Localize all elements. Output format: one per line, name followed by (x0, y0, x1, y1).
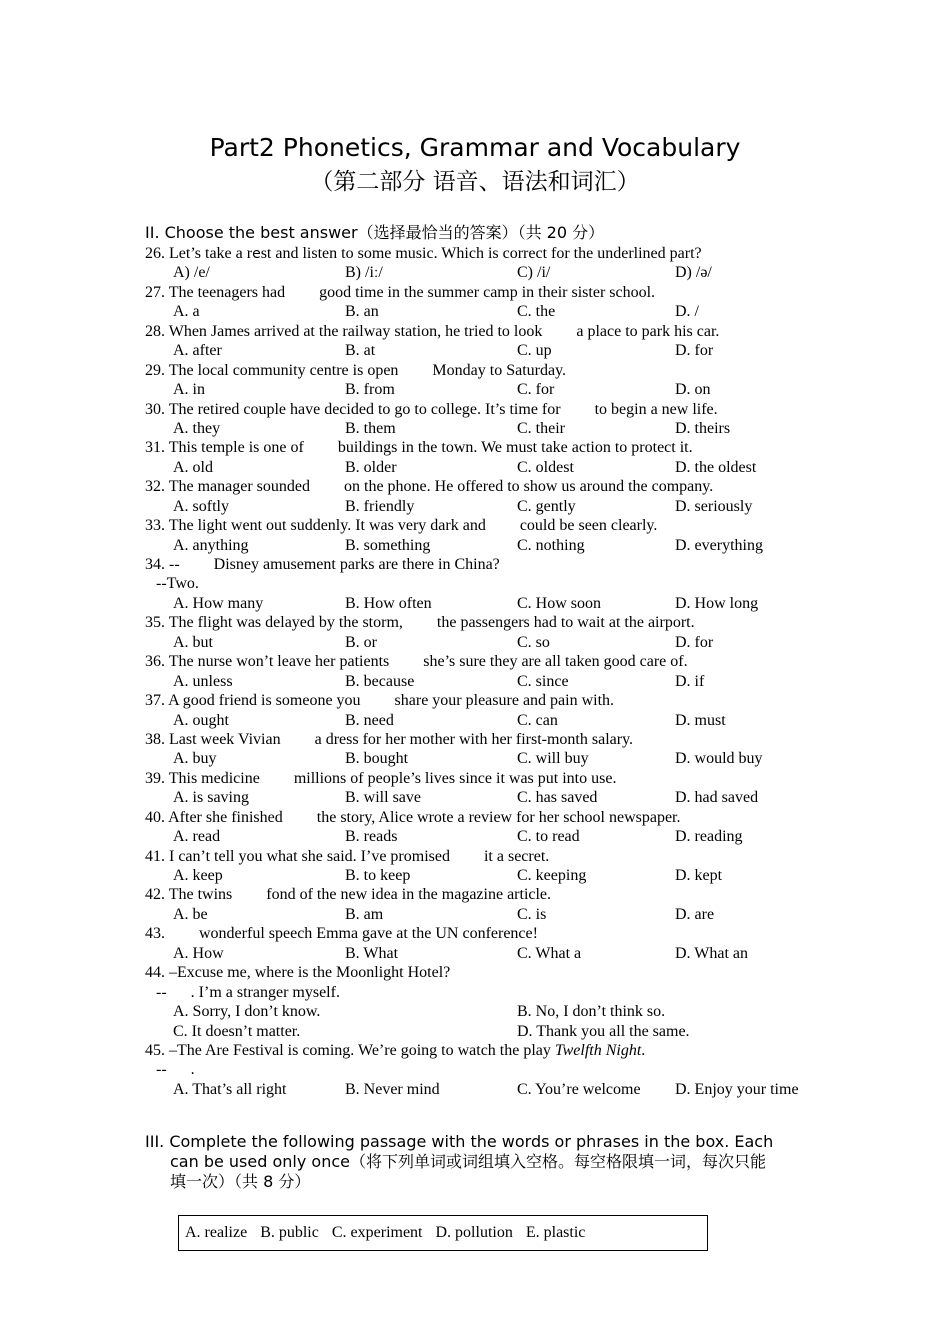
option-d[interactable]: D. Thank you all the same. (517, 1022, 690, 1040)
option-d[interactable]: D. are (675, 905, 715, 923)
question-stem: 40. After she finished the story, Alice wrote a review for her school newspaper. (145, 808, 681, 826)
section-2-heading: II. Choose the best answer（选择最恰当的答案）（共 20 分） (145, 223, 605, 242)
option-c[interactable]: C. gently (517, 497, 576, 515)
option-c[interactable]: C. so (517, 633, 550, 651)
option-c[interactable]: C. is (517, 905, 547, 923)
question-stem: 45. –The Are Festival is coming. We’re going to watch the play Twelfth Night. (145, 1041, 646, 1059)
question-stem: 36. The nurse won’t leave her patients she’s sure they are all taken good care of. (145, 653, 688, 671)
part-title-english: Part2 Phonetics, Grammar and Vocabulary (209, 133, 741, 162)
option-d[interactable]: D. theirs (675, 419, 731, 437)
option-a[interactable]: A. That’s all right (173, 1080, 287, 1098)
question-options (145, 458, 825, 477)
question-options (145, 536, 825, 555)
question-options (145, 419, 825, 438)
option-a[interactable]: A. read (173, 828, 221, 846)
question-options (145, 944, 825, 963)
option-c[interactable]: C. oldest (517, 458, 574, 476)
option-b[interactable]: B. friendly (345, 497, 415, 515)
question-stem: 39. This medicine millions of people’s lives since it was put into use. (145, 769, 617, 787)
option-b[interactable]: B. from (345, 381, 395, 399)
option-a[interactable]: A. keep (173, 867, 223, 884)
option-b[interactable]: B. at (345, 342, 376, 360)
option-b[interactable]: B. am (345, 905, 384, 923)
option-a[interactable]: A. in (173, 381, 205, 399)
question-stem: 27. The teenagers had good time in the summer camp in their sister school. (145, 283, 656, 301)
question-options (145, 866, 825, 885)
question-stem: 28. When James arrived at the railway station, he tried to look a place to park his car. (145, 322, 720, 340)
option-c[interactable]: C. You’re welcome (517, 1080, 641, 1098)
section-3-heading: III. Complete the following passage with the words or phrases in the box. Each can be used only once（将下列单词或词组填入空格。每空格限填一词，每次只能 填一次）（共 8 分） (145, 1132, 774, 1191)
play-title: Twelfth Night (554, 1041, 642, 1059)
question-options (145, 1002, 825, 1021)
option-d[interactable]: D. seriously (675, 497, 753, 515)
option-b[interactable]: B) /iː/ (345, 264, 383, 282)
option-b[interactable]: B. or (345, 633, 377, 651)
question-options (145, 594, 825, 613)
question-list (145, 244, 825, 1099)
question-stem: 35. The flight was delayed by the storm, the passengers had to wait at the airport. (145, 614, 695, 632)
option-a[interactable]: A. old (173, 458, 213, 476)
option-c[interactable]: C. since (517, 672, 569, 690)
option-b[interactable]: B. bought (345, 750, 409, 768)
question-options (145, 827, 825, 846)
question-stem: 33. The light went out suddenly. It was very dark and could be seen clearly. (145, 517, 658, 535)
option-b[interactable]: B. How often (345, 594, 432, 612)
option-c[interactable]: C. to read (517, 828, 580, 846)
question-stem: 44. –Excuse me, where is the Moonlight Hotel? (145, 964, 451, 982)
option-b[interactable]: B. them (345, 419, 396, 437)
question-options (145, 1080, 825, 1099)
option-a[interactable]: A. anything (173, 536, 249, 554)
option-d[interactable]: D. for (675, 342, 714, 360)
word-box (178, 1215, 708, 1251)
question-stem: 42. The twins fond of the new idea in the magazine article. (145, 886, 552, 904)
option-c[interactable]: C. What a (517, 944, 582, 962)
option-d[interactable]: D. had saved (675, 789, 759, 807)
option-a[interactable]: A. a (173, 303, 200, 321)
question-stem: 41. I can’t tell you what she said. I’ve promised it a secret. (145, 847, 550, 865)
option-d[interactable]: D. on (675, 381, 711, 399)
option-c[interactable]: C. It doesn’t matter. (173, 1022, 301, 1040)
option-d[interactable]: D. What an (675, 944, 749, 962)
option-d[interactable]: D. Enjoy your time (675, 1080, 799, 1098)
question-stem: 31. This temple is one of buildings in the town. We must take action to protect it. (145, 439, 693, 457)
question-stem: 38. Last week Vivian a dress for her mother with her first-month salary. (145, 730, 634, 748)
question-options (145, 341, 825, 360)
option-c[interactable]: C. up (517, 342, 552, 360)
question-stem: 34. -- Disney amusement parks are there in China? (145, 556, 500, 573)
option-a[interactable]: A. after (173, 342, 222, 360)
option-c[interactable]: C. can (517, 711, 558, 729)
option-a[interactable]: A. How (173, 944, 224, 962)
option-b[interactable]: B. will save (345, 789, 421, 807)
option-b[interactable]: B. to keep (345, 867, 411, 884)
option-c[interactable]: C) /i/ (517, 264, 551, 282)
question-stem: 29. The local community centre is open Monday to Saturday. (145, 361, 567, 379)
option-d[interactable]: D. / (675, 303, 699, 321)
option-a[interactable]: A. Sorry, I don’t know. (173, 1003, 321, 1021)
option-c[interactable]: C. for (517, 381, 555, 399)
question-stem: 30. The retired couple have decided to go to college. It’s time for to begin a new life. (145, 400, 718, 418)
question-options (145, 788, 825, 807)
question-options (145, 1022, 825, 1041)
option-a[interactable]: A. buy (173, 750, 217, 768)
option-d[interactable]: D. for (675, 633, 714, 651)
question-options (145, 905, 825, 924)
word-option: A. realize (185, 1224, 248, 1241)
option-d[interactable]: D. must (675, 711, 726, 729)
option-c[interactable]: C. nothing (517, 536, 585, 554)
option-a[interactable]: A. is saving (173, 789, 249, 807)
question-options (145, 302, 825, 321)
question-options (145, 633, 825, 652)
question-stem: 26. Let’s take a rest and listen to some music. Which is correct for the underlined part? (145, 245, 702, 262)
option-d[interactable]: D. everything (675, 536, 763, 554)
question-options (145, 497, 825, 516)
dialogue-reply: -- . (156, 1061, 195, 1079)
option-b[interactable]: B. older (345, 458, 397, 476)
option-c[interactable]: C. How soon (517, 594, 602, 612)
dialogue-reply: --Two. (156, 575, 199, 593)
option-d[interactable]: D. reading (675, 828, 743, 846)
option-c[interactable]: C. will buy (517, 750, 589, 768)
word-option: D. pollution (435, 1224, 513, 1241)
option-d[interactable]: D. would buy (675, 750, 763, 768)
option-c[interactable]: C. has saved (517, 789, 598, 807)
question-options (145, 263, 825, 282)
option-b[interactable]: B. What (345, 944, 399, 962)
option-a[interactable]: A. softly (173, 497, 229, 515)
option-a[interactable]: A. be (173, 905, 208, 923)
word-option: B. public (260, 1224, 319, 1241)
option-a[interactable]: A. ought (173, 711, 229, 729)
option-a[interactable]: A. unless (173, 672, 233, 690)
option-a[interactable]: A. How many (173, 594, 264, 612)
option-a[interactable]: A. they (173, 419, 221, 437)
option-b[interactable]: B. something (345, 536, 431, 554)
dialogue-reply: -- . I’m a stranger myself. (156, 983, 340, 1001)
question-stem: 37. A good friend is someone you share your pleasure and pain with. (145, 692, 615, 710)
option-a[interactable]: A) /e/ (173, 264, 210, 282)
question-stem: 32. The manager sounded on the phone. He offered to show us around the company. (145, 478, 714, 496)
option-d[interactable]: D. if (675, 672, 705, 690)
option-d[interactable]: D. the oldest (675, 458, 757, 476)
part-title-chinese: （第二部分 语音、语法和词汇） (310, 169, 640, 195)
option-b[interactable]: B. reads (345, 828, 398, 846)
option-c[interactable]: C. their (517, 419, 565, 437)
question-options (145, 380, 825, 399)
option-b[interactable]: B. Never mind (345, 1080, 440, 1098)
question-options (145, 672, 825, 691)
word-option: C. experiment (331, 1224, 423, 1241)
option-c[interactable]: C. the (517, 303, 556, 321)
option-d[interactable]: D) /ə/ (675, 264, 712, 282)
option-b[interactable]: B. because (345, 672, 415, 690)
word-option: E. plastic (525, 1224, 586, 1241)
option-d[interactable]: D. kept (675, 867, 723, 884)
question-stem: 43. wonderful speech Emma gave at the UN conference! (145, 925, 538, 943)
option-c[interactable]: C. keeping (517, 867, 587, 884)
option-b[interactable]: B. an (345, 303, 379, 321)
option-a[interactable]: A. but (173, 633, 213, 651)
option-b[interactable]: B. No, I don’t think so. (517, 1003, 666, 1021)
option-d[interactable]: D. How long (675, 594, 759, 612)
question-options (145, 711, 825, 730)
question-options (145, 749, 825, 768)
option-b[interactable]: B. need (345, 711, 394, 729)
